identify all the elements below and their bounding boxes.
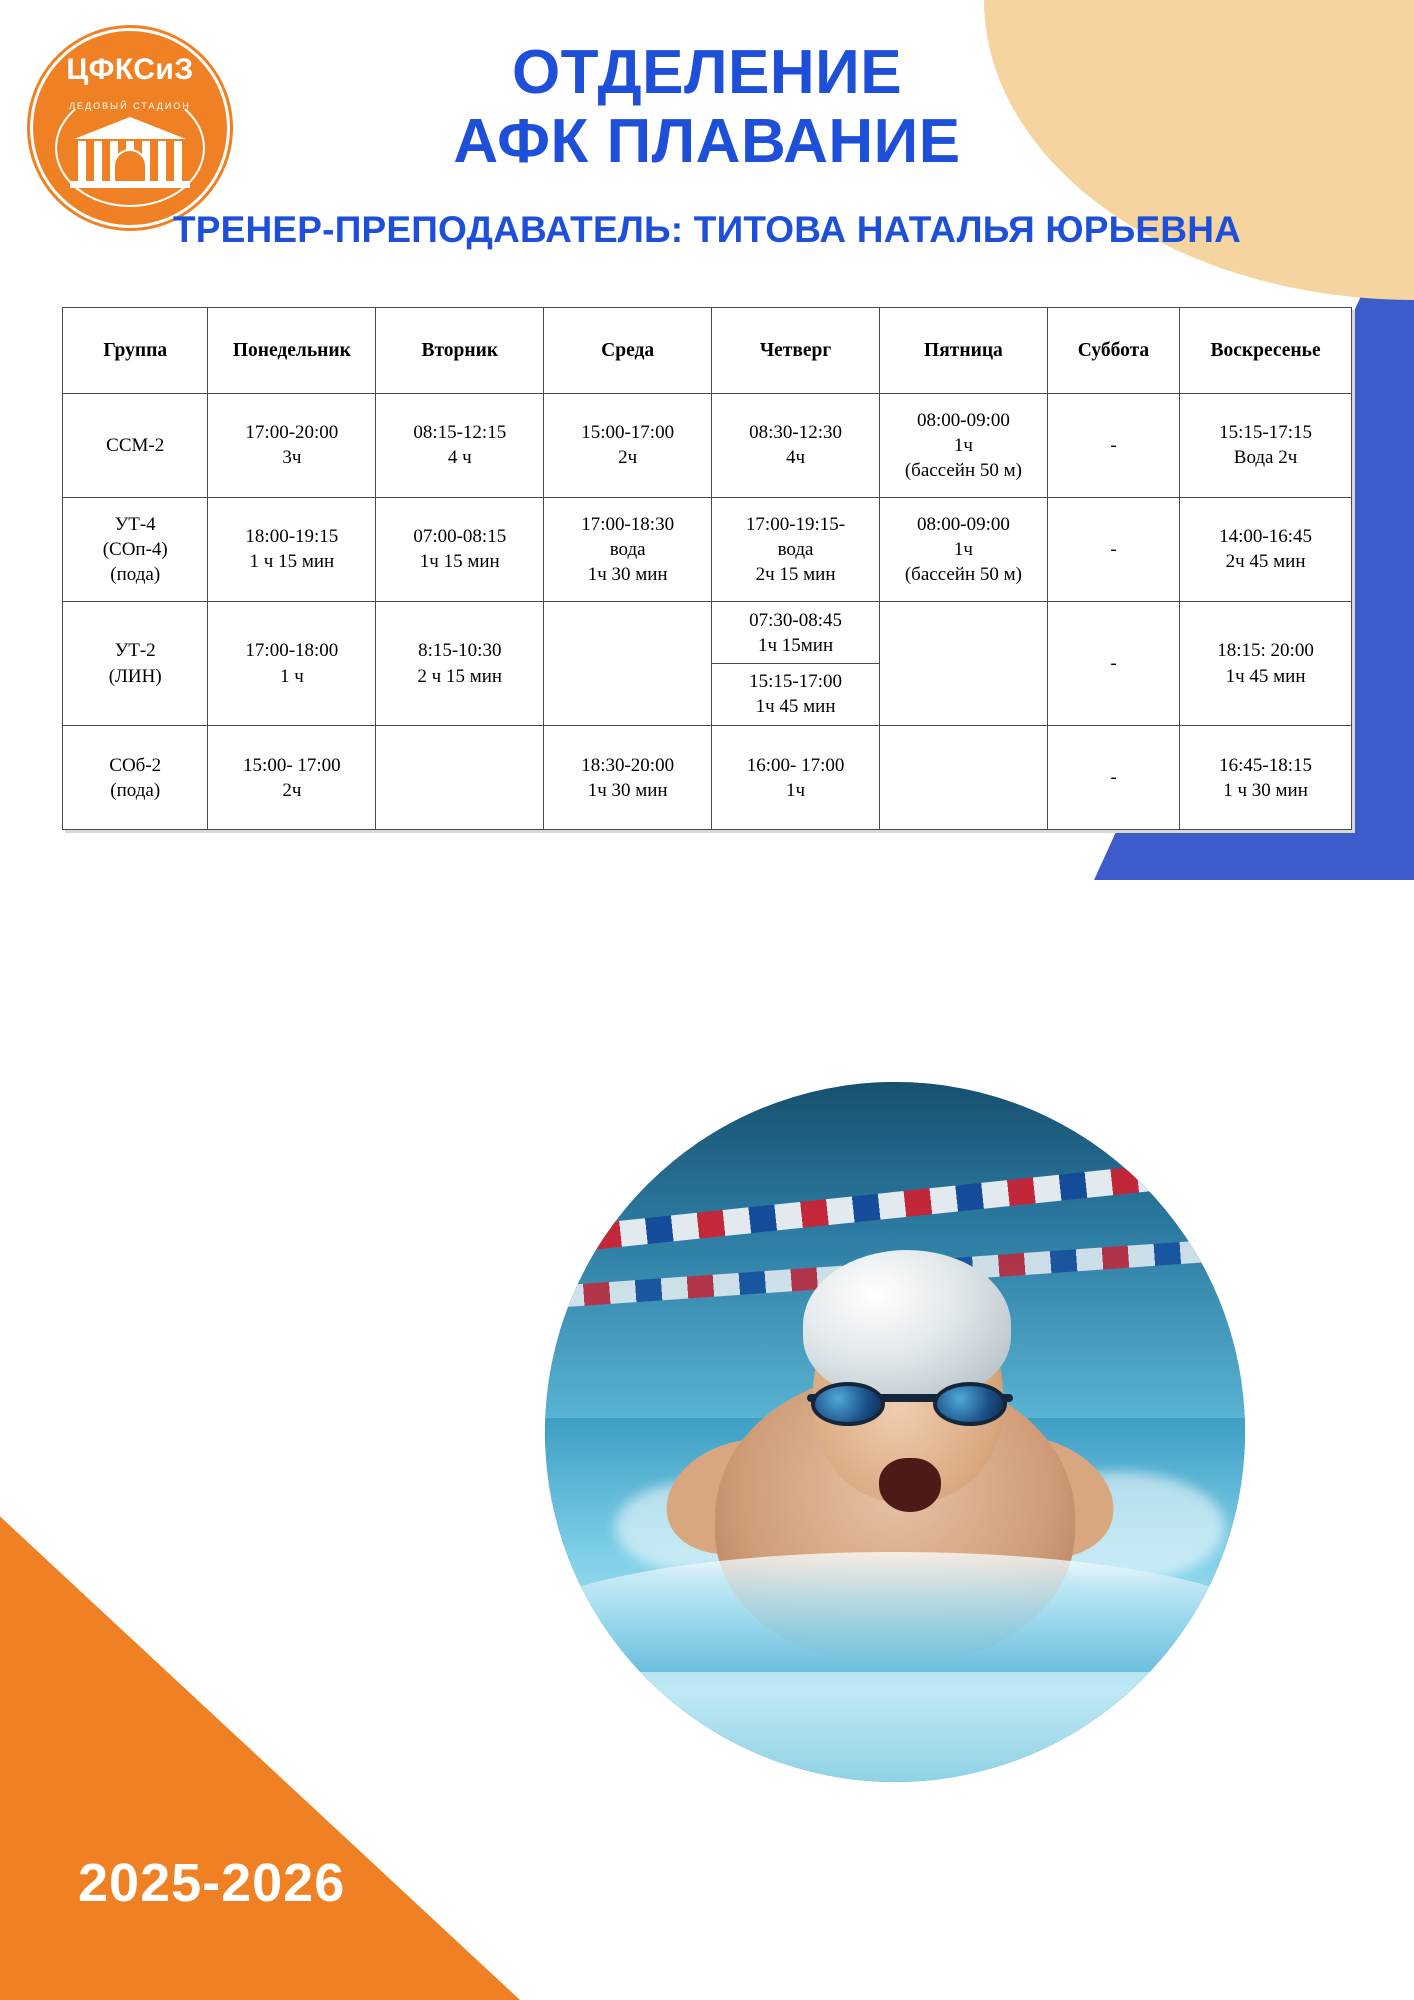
column-header-tuesday: Вторник	[376, 307, 544, 393]
cell-group: ССМ-2	[63, 393, 208, 497]
cell-tuesday: 08:15-12:15 4 ч	[376, 393, 544, 497]
cell-sunday: 18:15: 20:00 1ч 45 мин	[1180, 601, 1352, 725]
schedule-table-container	[62, 307, 1352, 830]
table-row	[63, 726, 1352, 830]
cell-group: УТ-4 (СОп-4) (пода)	[63, 497, 208, 601]
swimmer-photo	[545, 1082, 1245, 1782]
table-row	[63, 393, 1352, 497]
photo-swimmer-mouth	[879, 1458, 941, 1512]
photo-swim-cap	[803, 1250, 1011, 1400]
column-header-monday: Понедельник	[208, 307, 376, 393]
cell-sunday: 16:45-18:15 1 ч 30 мин	[1180, 726, 1352, 830]
cell-thursday: 17:00-19:15- вода 2ч 15 мин	[712, 497, 880, 601]
table-row	[63, 601, 1352, 725]
season-year: 2025-2026	[78, 1853, 346, 1913]
cell-wednesday: 15:00-17:00 2ч	[544, 393, 712, 497]
cell-friday	[879, 601, 1047, 725]
cell-sunday: 15:15-17:15 Вода 2ч	[1180, 393, 1352, 497]
cell-sunday: 14:00-16:45 2ч 45 мин	[1180, 497, 1352, 601]
cell-group: СОб-2 (пода)	[63, 726, 208, 830]
page-title-line1: ОТДЕЛЕНИЕ	[511, 38, 903, 107]
photo-swim-goggles	[811, 1382, 1007, 1426]
cell-tuesday: 8:15-10:30 2 ч 15 мин	[376, 601, 544, 725]
cell-friday: 08:00-09:00 1ч (бассейн 50 м)	[879, 497, 1047, 601]
cell-tuesday: 07:00-08:15 1ч 15 мин	[376, 497, 544, 601]
cell-friday: 08:00-09:00 1ч (бассейн 50 м)	[879, 393, 1047, 497]
cell-saturday: -	[1047, 601, 1179, 725]
cell-monday: 17:00-18:00 1 ч	[208, 601, 376, 725]
photo-wave-foreground	[545, 1552, 1245, 1672]
column-header-saturday: Суббота	[1047, 307, 1179, 393]
schedule-table	[62, 307, 1352, 830]
column-header-sunday: Воскресенье	[1180, 307, 1352, 393]
column-header-wednesday: Среда	[544, 307, 712, 393]
cell-group: УТ-2 (ЛИН)	[63, 601, 208, 725]
cell-monday: 18:00-19:15 1 ч 15 мин	[208, 497, 376, 601]
cell-saturday: -	[1047, 393, 1179, 497]
cell-wednesday: 17:00-18:30 вода 1ч 30 мин	[544, 497, 712, 601]
cell-wednesday: 18:30-20:00 1ч 30 мин	[544, 726, 712, 830]
cell-thursday: 07:30-08:45 1ч 15мин 15:15-17:00 1ч 45 мин	[712, 601, 880, 725]
column-header-group: Группа	[63, 307, 208, 393]
poster-header	[0, 0, 1414, 251]
cell-thursday: 16:00- 17:00 1ч	[712, 726, 880, 830]
column-header-thursday: Четверг	[712, 307, 880, 393]
page-title	[157, 38, 1257, 177]
logo-text: ЦФКСиЗ	[66, 53, 194, 86]
cell-thursday: 08:30-12:30 4ч	[712, 393, 880, 497]
page-title-line2: АФК ПЛАВАНИЕ	[453, 107, 961, 177]
page-subtitle: ТРЕНЕР-ПРЕПОДАВАТЕЛЬ: ТИТОВА НАТАЛЬЯ ЮРЬЕВНА	[172, 208, 1242, 250]
table-header-row	[63, 307, 1352, 393]
cell-wednesday	[544, 601, 712, 725]
column-header-friday: Пятница	[879, 307, 1047, 393]
cell-monday: 17:00-20:00 3ч	[208, 393, 376, 497]
table-row	[63, 497, 1352, 601]
logo-subtext: ЛЕДОВЫЙ СТАДИОН	[69, 101, 191, 111]
cell-friday	[879, 726, 1047, 830]
cell-saturday: -	[1047, 726, 1179, 830]
cell-saturday: -	[1047, 497, 1179, 601]
cell-tuesday	[376, 726, 544, 830]
cell-divider	[712, 663, 879, 664]
cell-monday: 15:00- 17:00 2ч	[208, 726, 376, 830]
